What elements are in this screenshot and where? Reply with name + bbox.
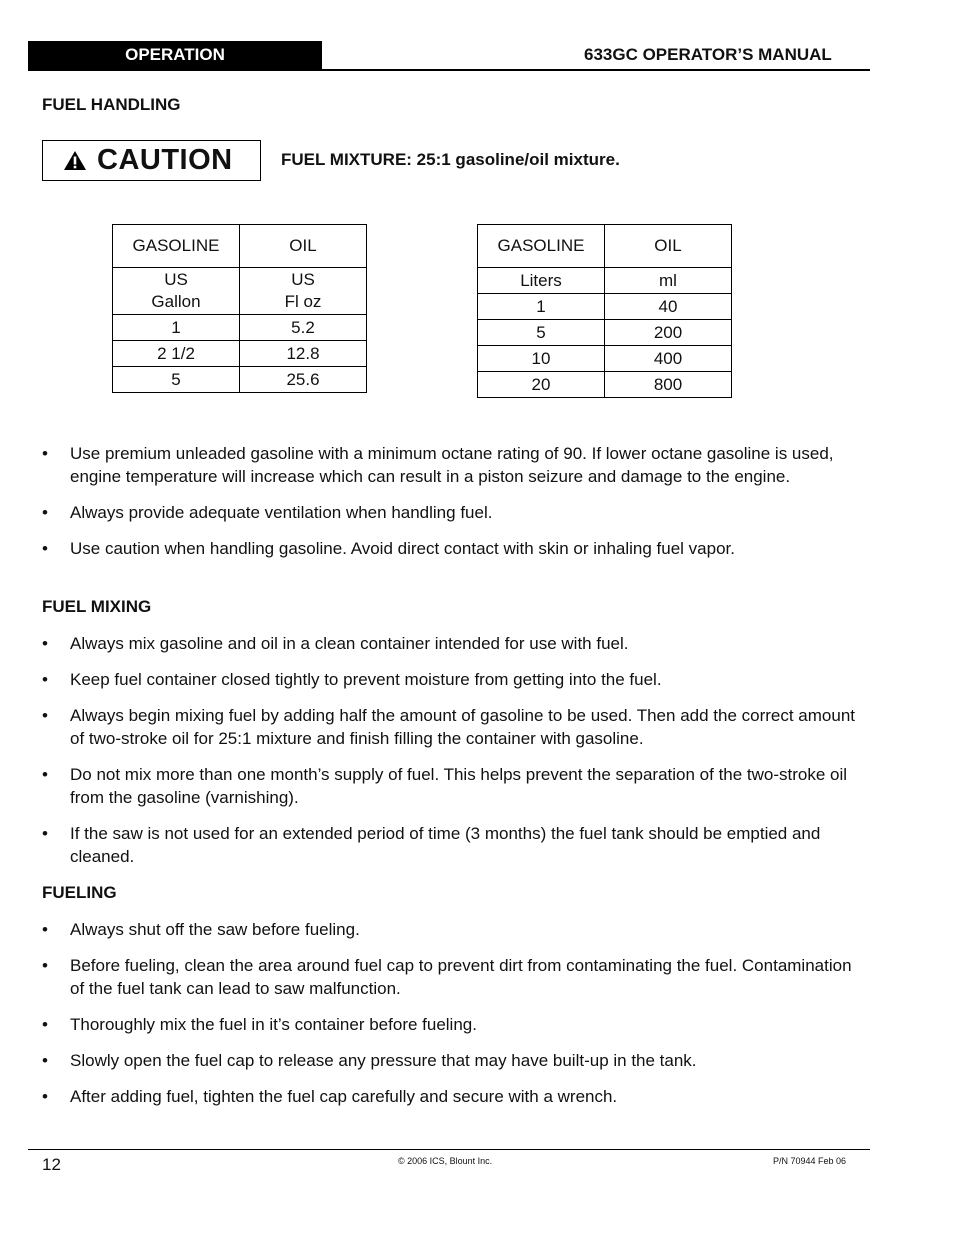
page-number: 12 [42,1155,61,1174]
table-cell: 800 [605,372,732,398]
list-item-text: Keep fuel container closed tightly to prevent moisture from getting into the fuel. [70,670,662,689]
list-item [42,537,862,560]
header-cell: GASOLINE [113,225,240,268]
bullet-mark: • [42,1015,48,1034]
list-item [42,1013,862,1036]
list-item-text: Always mix gasoline and oil in a clean container intended for use with fuel. [70,634,629,653]
fuel-mixing-list [42,632,862,868]
table-cell: 12.8 [240,341,367,367]
bullet-mark: • [42,1087,48,1106]
table-cell: 400 [605,346,732,372]
manual-title: 633GC OPERATOR’S MANUAL [584,45,832,64]
header-divider [28,69,870,71]
list-item-text: Do not mix more than one month’s supply of fuel. This helps prevent the separation of the two-stroke oil from the gasoline (varnishing). [70,765,848,807]
unit-text: Fl oz [284,292,322,311]
part-number: P/N 70944 Feb 06 [773,1156,847,1166]
caution-label: CAUTION [97,144,233,176]
section-label: OPERATION [125,45,225,64]
list-item-text: After adding fuel, tighten the fuel cap carefully and secure with a wrench. [70,1087,618,1106]
fuel-mixture-text: FUEL MIXTURE: 25:1 gasoline/oil mixture. [281,150,620,169]
unit-text: US [164,270,188,289]
list-item [42,632,862,655]
units-row [113,268,367,315]
list-item-text: Slowly open the fuel cap to release any pressure that may have built-up in the tank. [70,1051,697,1070]
table-cell: 5.2 [240,315,367,341]
fuel-handling-heading: FUEL HANDLING [42,95,181,114]
list-item-text: Use premium unleaded gasoline with a minimum octane rating of 90. If lower octane gasoline is used, engine temperature will increase which can result in a piston seizure and damage to the engine. [70,444,834,486]
table-cell: 1 [478,294,605,320]
table-cell: 2 1/2 [113,341,240,367]
table-cell: 1 [113,315,240,341]
unit-text: Gallon [151,292,201,311]
table-row [113,341,367,367]
table-row [478,320,732,346]
bullet-mark: • [42,824,48,843]
bullet-mark: • [42,503,48,522]
metric-mix-table [477,224,732,398]
list-item [42,954,862,1000]
units-cell: ml [605,268,732,294]
fuel-mixing-heading: FUEL MIXING [42,597,152,616]
list-item [42,704,862,750]
list-item-text: Always provide adequate ventilation when handling fuel. [70,503,493,522]
units-cell [240,268,367,315]
us-mix-table [112,224,367,393]
section-tab [28,41,322,69]
bullet-mark: • [42,920,48,939]
table-row [478,294,732,320]
bullet-mark: • [42,539,48,558]
bullet-mark: • [42,765,48,784]
header-cell: OIL [240,225,367,268]
table-row [113,367,367,393]
list-item-text: Use caution when handling gasoline. Avoid direct contact with skin or inhaling fuel vapor. [70,539,735,558]
units-row [478,268,732,294]
table-row [478,372,732,398]
list-item-text: Always begin mixing fuel by adding half the amount of gasoline to be used. Then add the correct amount of two-stroke oil for 25:1 mixture and finish filling the container with gasoline. [70,706,856,748]
table-cell: 5 [113,367,240,393]
table-cell: 20 [478,372,605,398]
table-cell: 10 [478,346,605,372]
caution-box [42,140,261,181]
units-cell: Liters [478,268,605,294]
table-row [113,315,367,341]
list-item [42,1085,862,1108]
bullet-mark: • [42,956,48,975]
list-item [42,442,862,488]
fueling-heading: FUELING [42,883,117,902]
warning-triangle-icon [63,150,87,171]
bullet-mark: • [42,706,48,725]
unit-text: US [291,270,315,289]
bullet-mark: • [42,444,48,463]
list-item [42,501,862,524]
list-item [42,1049,862,1072]
list-item [42,668,862,691]
table-cell: 200 [605,320,732,346]
copyright-text: © 2006 ICS, Blount Inc. [398,1156,493,1166]
table-header-row [478,225,732,268]
table-header-row [113,225,367,268]
bullet-mark: • [42,1051,48,1070]
bullet-mark: • [42,634,48,653]
table-row [478,346,732,372]
table-cell: 40 [605,294,732,320]
fuel-handling-list [42,442,862,560]
list-item-text: Before fueling, clean the area around fuel cap to prevent dirt from contaminating the fuel. Contamination of the fuel tank can lead to saw malfunction. [70,956,852,998]
fueling-list [42,918,862,1108]
header-cell: GASOLINE [478,225,605,268]
bullet-mark: • [42,670,48,689]
units-cell [113,268,240,315]
list-item-text: Thoroughly mix the fuel in it’s container before fueling. [70,1015,477,1034]
header-cell: OIL [605,225,732,268]
table-cell: 5 [478,320,605,346]
table-cell: 25.6 [240,367,367,393]
list-item [42,822,862,868]
list-item-text: Always shut off the saw before fueling. [70,920,360,939]
footer-divider [28,1149,870,1150]
list-item-text: If the saw is not used for an extended period of time (3 months) the fuel tank should be emptied and cleaned. [70,824,821,866]
list-item [42,763,862,809]
list-item [42,918,862,941]
